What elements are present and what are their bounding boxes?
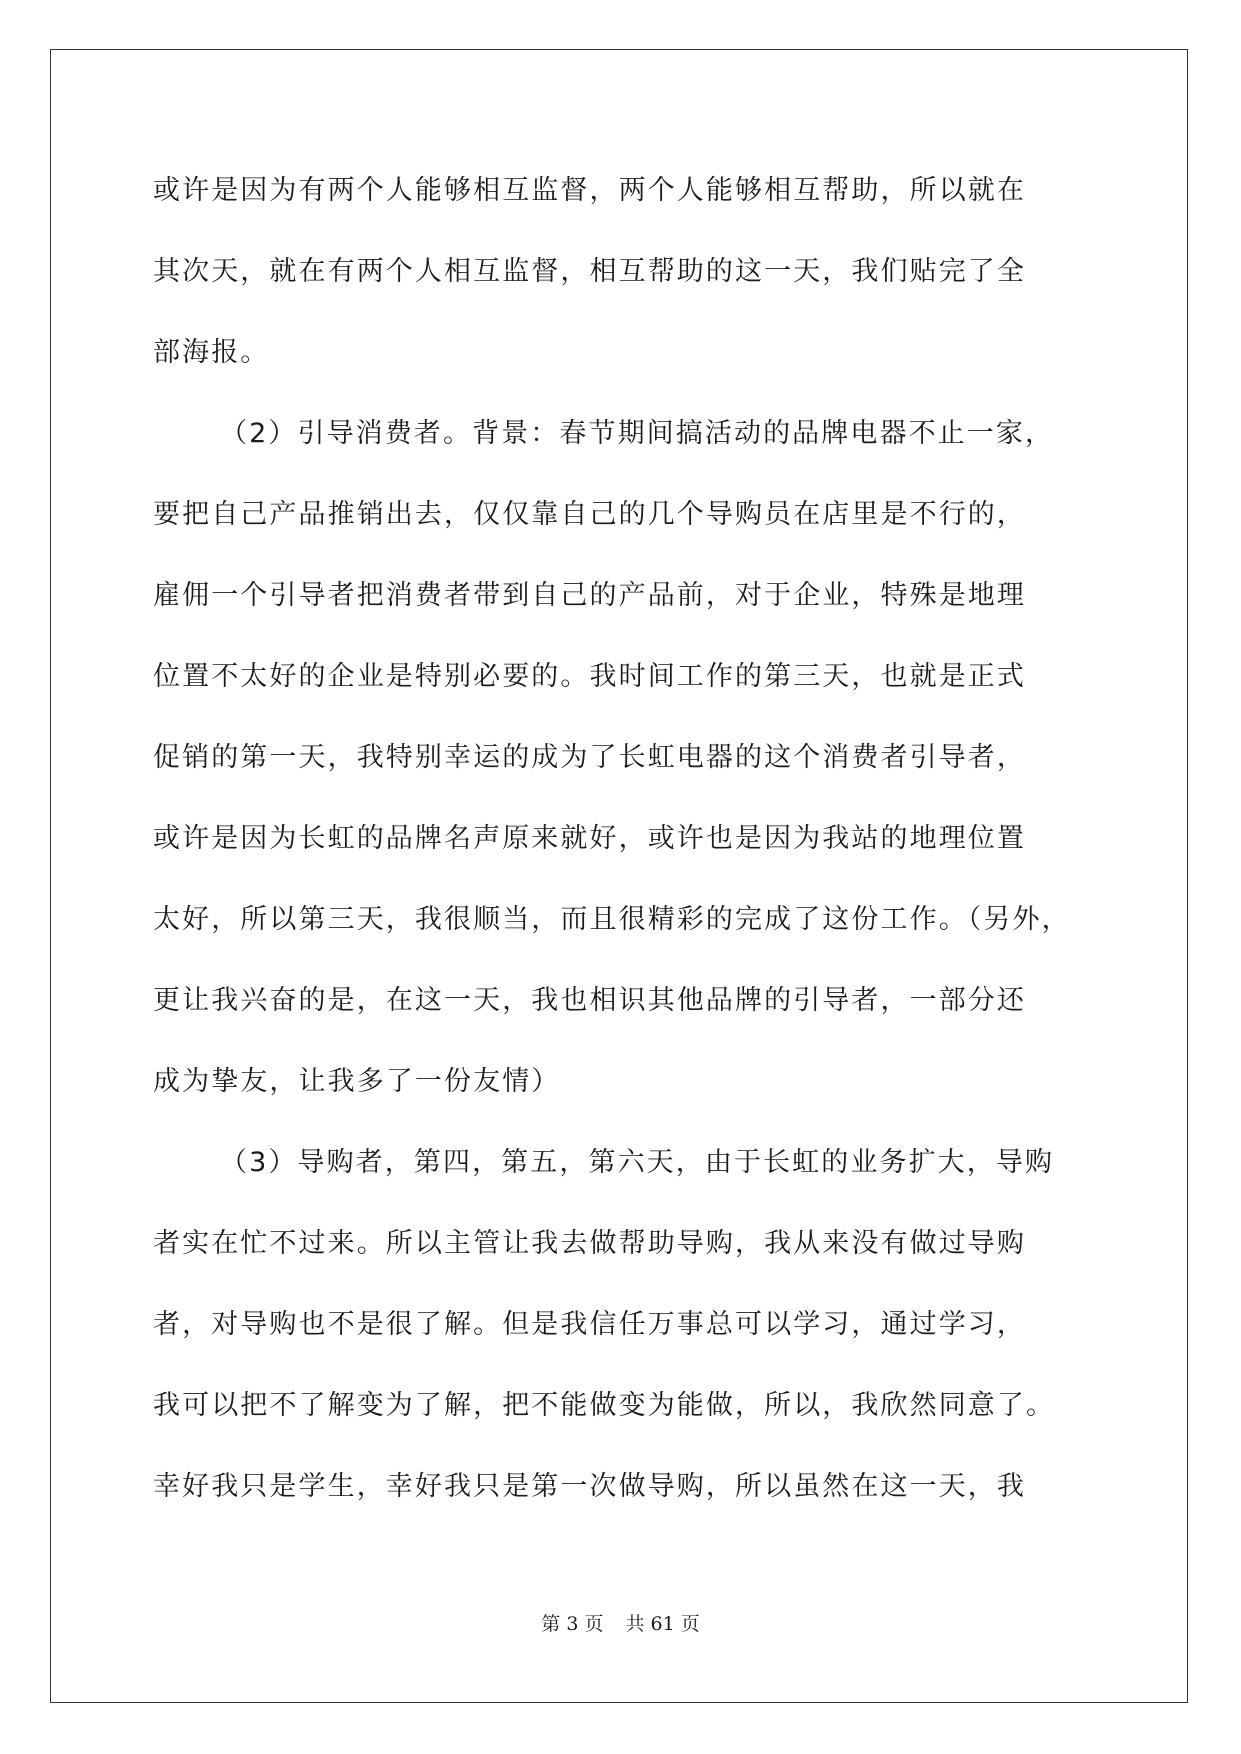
text-line: 或许是因为长虹的品牌名声原来就好，或许也是因为我站的地理位置 — [153, 823, 1026, 854]
page-footer — [0, 1609, 1241, 1636]
text-line: 我可以把不了解变为了解，把不能做变为能做，所以，我欣然同意了。 — [153, 1390, 1056, 1421]
text-line: 雇佣一个引导者把消费者带到自己的产品前，对于企业，特殊是地理 — [153, 580, 1026, 611]
document-body — [153, 163, 1093, 1540]
text-line: 部海报。 — [153, 337, 270, 368]
text-line: 要把自己产品推销出去，仅仅靠自己的几个导购员在店里是不行的， — [153, 499, 1026, 530]
text-line: 其次天，就在有两个人相互监督，相互帮助的这一天，我们贴完了全 — [153, 256, 1026, 287]
text-line: 者实在忙不过来。所以主管让我去做帮助导购，我从来没有做过导购 — [153, 1228, 1026, 1259]
text-line: （3）导购者，第四，第五，第六天，由于长虹的业务扩大，导购 — [220, 1147, 1055, 1178]
text-line: 幸好我只是学生，幸好我只是第一次做导购，所以虽然在这一天，我 — [153, 1471, 1026, 1502]
text-line: 位置不太好的企业是特别必要的。我时间工作的第三天，也就是正式 — [153, 661, 1026, 692]
text-line: 太好，所以第三天，我很顺当，而且很精彩的完成了这份工作。（另外， — [153, 904, 1071, 935]
text-line: 更让我兴奋的是，在这一天，我也相识其他品牌的引导者，一部分还 — [153, 985, 1026, 1016]
text-line: 促销的第一天，我特别幸运的成为了长虹电器的这个消费者引导者， — [153, 742, 1026, 773]
text-line: （2）引导消费者。背景：春节期间搞活动的品牌电器不止一家， — [220, 418, 1055, 449]
page-total: 共 61 页 — [625, 1613, 700, 1635]
text-line: 者，对导购也不是很了解。但是我信任万事总可以学习，通过学习， — [153, 1309, 1026, 1340]
text-line: 或许是因为有两个人能够相互监督，两个人能够相互帮助，所以就在 — [153, 175, 1026, 206]
page-number: 第 3 页 — [541, 1613, 604, 1635]
text-line: 成为挚友，让我多了一份友情） — [153, 1066, 561, 1097]
